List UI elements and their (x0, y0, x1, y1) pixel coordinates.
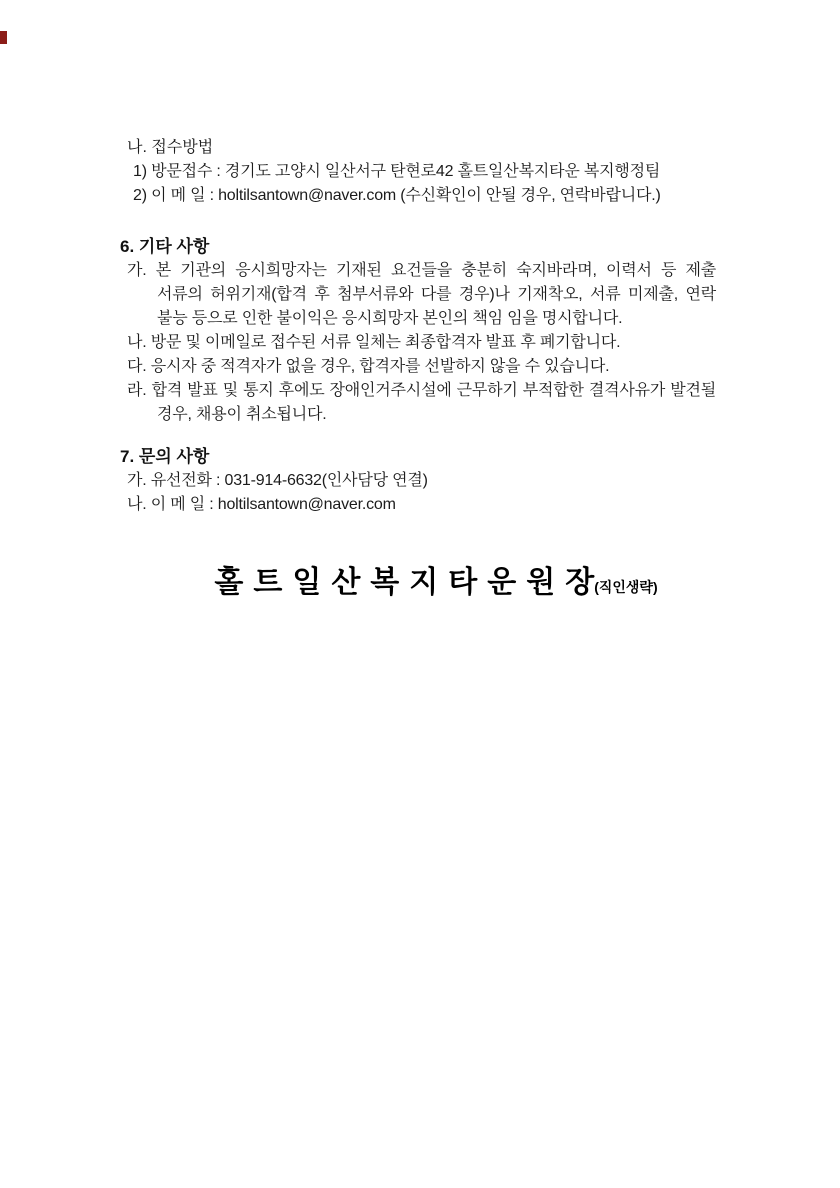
section-6-item-ga: 가. 본 기관의 응시희망자는 기재된 요건들을 충분히 숙지바라며, 이력서 등 제출 서류의 허위기재(합격 후 첨부서류와 다를 경우)나 기재착오, 서류 미제출, 연락 불능 등으로 인한 불이익은 응시희망자 본인의 책임 임을 명시합니다. (127, 262, 716, 327)
signature-name: 홀트일산복지타운원장 (214, 566, 605, 599)
section-6-title: 6. 기타 사항 (120, 237, 210, 256)
signature-line (120, 561, 716, 610)
red-edge-mark (0, 31, 7, 44)
section-7-item-phone: 가. 유선전화 : 031-914-6632(인사담당 연결) (127, 472, 428, 489)
section-6-item-da: 다. 응시자 중 적격자가 없을 경우, 합격자를 선발하지 않을 수 있습니다. (127, 358, 610, 375)
reception-method-heading: 나. 접수방법 (127, 139, 214, 156)
document-body (120, 136, 716, 610)
reception-method-item-email: 2) 이 메 일 : holtilsantown@naver.com (수신확인이 안될 경우, 연락바랍니다.) (133, 187, 661, 204)
reception-method-item-visit: 1) 방문접수 : 경기도 고양시 일산서구 탄현로42 홀트일산복지타운 복지행정팀 (133, 163, 661, 180)
section-6-item-na: 나. 방문 및 이메일로 접수된 서류 일체는 최종합격자 발표 후 폐기합니다. (127, 334, 621, 351)
section-7-item-email: 나. 이 메 일 : holtilsantown@naver.com (127, 496, 396, 513)
section-6-item-ra: 라. 합격 발표 및 통지 후에도 장애인거주시설에 근무하기 부적합한 결격사유가 발견될 경우, 채용이 취소됩니다. (127, 382, 716, 423)
section-7-title: 7. 문의 사항 (120, 447, 210, 466)
signature-stamp-note: (직인생략) (594, 579, 658, 595)
